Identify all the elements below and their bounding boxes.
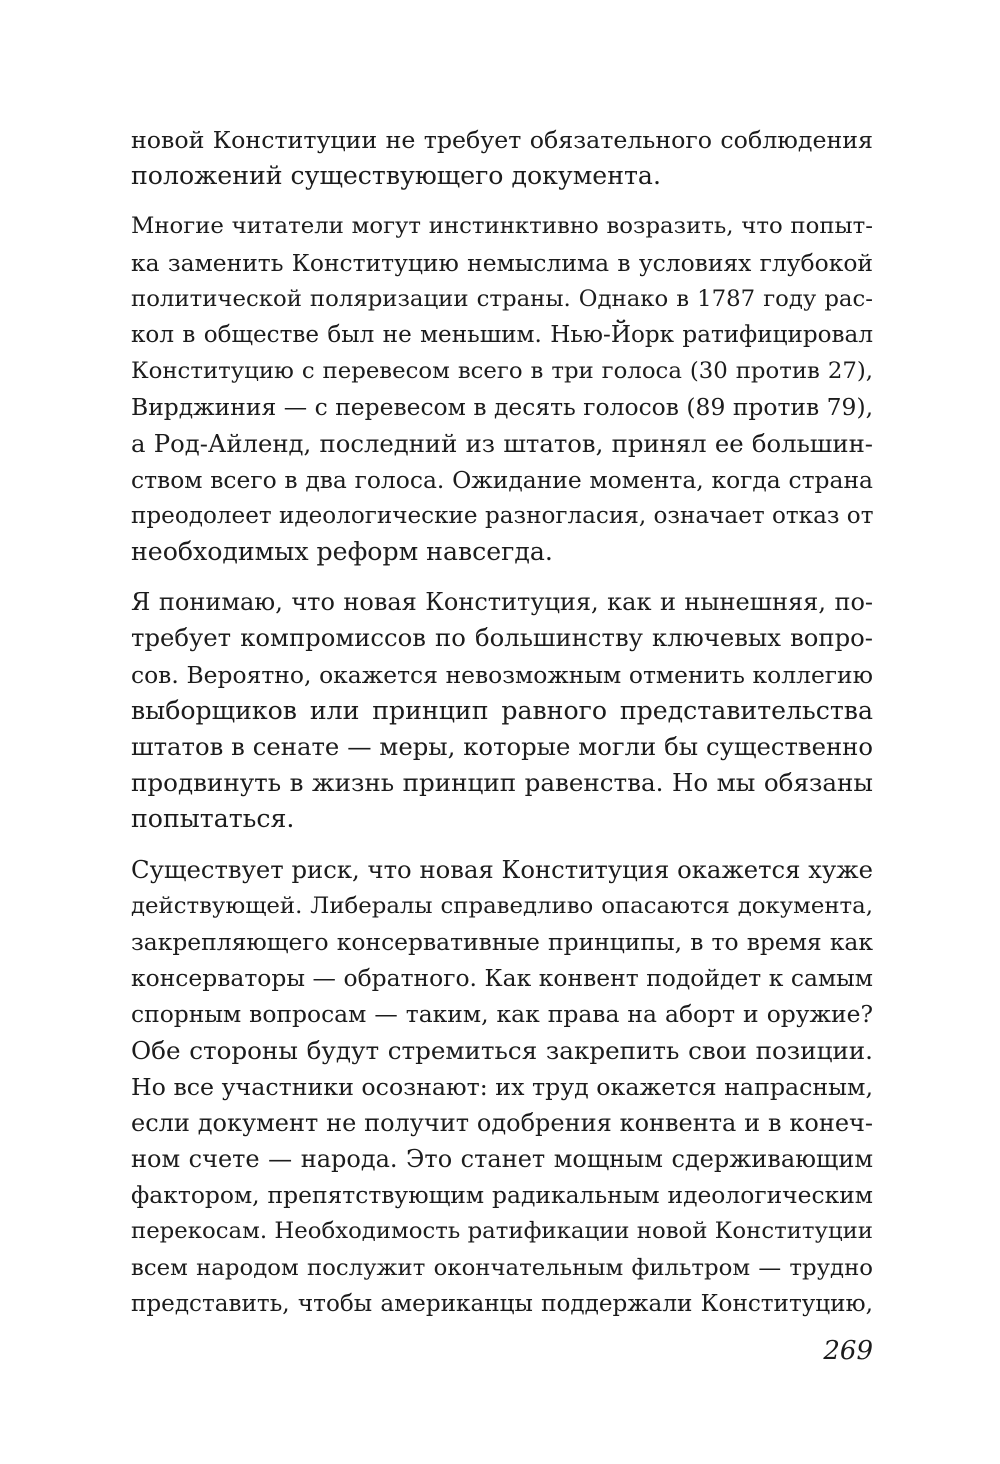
text-line: Многие читатели могут инстинктивно возразить, что попыт- (131, 213, 873, 240)
paragraph-gap (131, 838, 873, 852)
text-line: фактором, препятствующим радикальным идеологическим (131, 1181, 873, 1210)
text-line: консерваторы — обратного. Как конвент подойдет к самым (131, 964, 873, 993)
text-line: положений существующего документа. (131, 161, 661, 191)
page-number: 269 (823, 1336, 873, 1366)
text-line: Вирджиния — с перевесом в десять голосов (89 против 79), (131, 393, 873, 422)
text-line: всем народом послужит окончательным фильтром — трудно (131, 1254, 873, 1281)
text-line: кол в обществе был не меньшим. Нью-Йорк ратифицировал (131, 321, 873, 348)
text-line: преодолеет идеологические разногласия, означает отказ от (131, 502, 874, 529)
text-line: штатов в сенате — меры, которые могли бы существенно (131, 732, 873, 761)
paragraph (131, 208, 873, 570)
text-line: необходимых реформ навсегда. (131, 537, 553, 567)
text-line: действующей. Либералы справедливо опасаются документа, (131, 892, 873, 919)
text-line: Но все участники осознают: их труд окажется напрасным, (131, 1072, 873, 1101)
paragraph (131, 584, 873, 837)
text-line: а Род-Айленд, последний из штатов, принял ее большин- (131, 428, 873, 458)
text-line: ном счете — народа. Это станет мощным сдерживающим (131, 1145, 873, 1174)
paragraph-gap (131, 570, 873, 584)
text-line: выборщиков или принцип равного представительства (131, 695, 873, 725)
text-line: перекосам. Необходимость ратификации новой Конституции (131, 1218, 873, 1245)
text-line: ством всего в два голоса. Ожидание момента, когда страна (131, 465, 873, 494)
text-line: спорным вопросам — таким, как права на аборт и оружие? (131, 1000, 873, 1029)
text-line: ка заменить Конституцию немыслима в условиях глубокой (131, 248, 873, 277)
text-line: политической поляризации страны. Однако в 1787 году рас- (131, 285, 873, 312)
text-line: Конституцию с перевесом всего в три голоса (30 против 27), (131, 358, 873, 385)
text-line: представить, чтобы американцы поддержали Конституцию, (131, 1290, 873, 1317)
text-line: требует компромиссов по большинству ключевых вопро- (131, 623, 873, 653)
text-line: Я понимаю, что новая Конституция, как и нынешняя, по- (131, 588, 873, 617)
paragraph (131, 852, 873, 1322)
text-line: попытаться. (131, 804, 295, 834)
text-line: Обе стороны будут стремиться закрепить свои позиции. (131, 1035, 873, 1065)
paragraph-gap (131, 194, 873, 208)
text-line: Существует риск, что новая Конституция окажется хуже (131, 854, 873, 884)
paragraph (131, 122, 873, 194)
text-line: продвинуть в жизнь принцип равенства. Но мы обязаны (131, 768, 873, 798)
text-line: если документ не получит одобрения конвента и в конеч- (131, 1108, 873, 1137)
body-text (131, 122, 873, 1322)
text-line: закрепляющего консервативные принципы, в то время как (131, 927, 873, 956)
text-line: новой Конституции не требует обязательного соблюдения (131, 126, 873, 154)
text-line: сов. Вероятно, окажется невозможным отменить коллегию (131, 660, 873, 689)
